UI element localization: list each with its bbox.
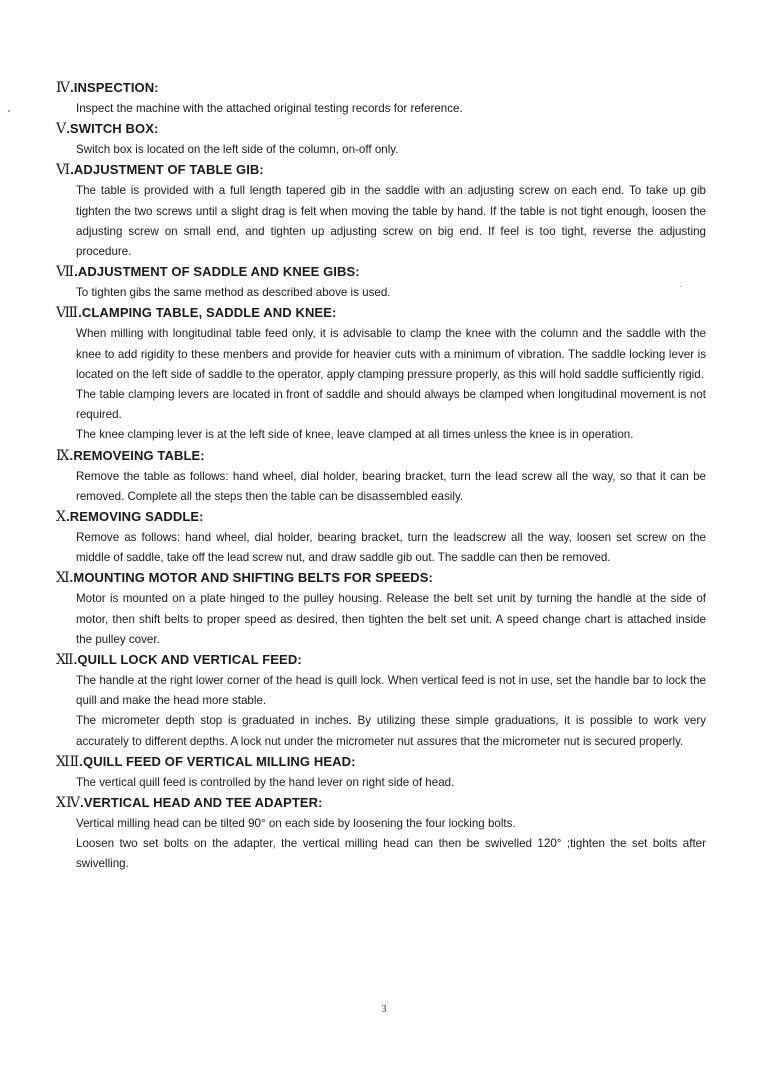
section-numeral: Ⅷ (56, 306, 79, 322)
section-paragraph: Switch box is located on the left side of the column, on-off only. (76, 143, 399, 157)
section-paragraph: The micrometer depth stop is graduated in inches. By utilizing these simple graduations, it is possible to work very accurately to different depths. A lock nut under the micrometer nut assures that the micrometer nut is secured properly. (76, 714, 706, 748)
section-paragraph: Remove the table as follows: hand wheel, dial holder, bearing bracket, turn the lead screw all the way, so that it can be removed. Complete all the steps then the table can be disassembled easily. (76, 469, 706, 503)
section (56, 793, 706, 875)
section-paragraph: The table is provided with a full length tapered gib in the saddle with an adjusting screw on each end. To take up gib tighten the two screws until a slight drag is felt when moving the table by hand. If the table is not tight enough, loosen the adjusting screw on small end, and tighten up adjusting screw on big end. If feel is too tight, reverse the adjusting procedure. (76, 184, 706, 259)
section-title: .SWITCH BOX: (66, 121, 159, 137)
section-numeral: Ⅴ (56, 122, 67, 138)
section-title: .CLAMPING TABLE, SADDLE AND KNEE: (78, 305, 337, 321)
section-numeral: Ⅻ (56, 653, 74, 669)
section (56, 507, 706, 568)
section-heading (56, 303, 706, 324)
section-paragraph: The knee clamping lever is at the left side of knee, leave clamped at all times unless the knee is in operation. (76, 428, 634, 442)
section-title: .INSPECTION: (70, 80, 159, 95)
section (56, 119, 706, 160)
section-paragraph: To tighten gibs the same method as described above is used. (76, 286, 391, 300)
section-title: .ADJUSTMENT OF TABLE GIB: (70, 162, 264, 178)
section (56, 446, 706, 507)
section (56, 650, 706, 752)
section-title: .REMOVING SADDLE: (66, 509, 204, 525)
section-paragraph: The handle at the right lower corner of the head is quill lock. When vertical feed is not in use, set the handle bar to lock the quill and make the head more stable. (76, 674, 706, 708)
section-title: .QUILL FEED OF VERTICAL MILLING HEAD: (79, 753, 356, 769)
section-paragraph: The table clamping levers are located in front of saddle and should always be clamped when longitudinal movement is not required. (76, 388, 706, 422)
section-numeral: Ⅸ (56, 448, 70, 464)
section (56, 262, 706, 303)
page-number: 3 (381, 1004, 387, 1015)
section-numeral: Ⅶ (56, 265, 75, 281)
section-paragraph: Vertical milling head can be tilted 90° on each side by loosening the four locking bolts. (76, 817, 516, 831)
section-title: .REMOVEING TABLE: (69, 447, 205, 463)
section (56, 78, 706, 119)
section-heading (56, 507, 706, 528)
section-heading (56, 160, 706, 181)
document-body (56, 78, 706, 875)
section-numeral: Ⅺ (56, 571, 70, 587)
section-heading (56, 568, 706, 589)
section-heading (56, 446, 706, 467)
section-title: .ADJUSTMENT OF SADDLE AND KNEE GIBS: (74, 264, 360, 280)
section-heading (56, 262, 706, 283)
section-numeral: ⅪⅡ (56, 754, 80, 770)
section-title: .MOUNTING MOTOR AND SHIFTING BELTS FOR SPEEDS: (69, 570, 433, 586)
section-heading (56, 650, 706, 671)
section-numeral: ⅩⅣ (56, 796, 81, 812)
section (56, 752, 706, 793)
section-numeral: Ⅵ (56, 163, 71, 179)
scan-speck (8, 110, 10, 112)
section-paragraph: Inspect the machine with the attached original testing records for reference. (76, 102, 463, 115)
section-numeral: Ⅹ (56, 510, 67, 526)
section-title: .VERTICAL HEAD AND TEE ADAPTER: (80, 795, 323, 811)
section-paragraph: Motor is mounted on a plate hinged to the pulley housing. Release the belt set unit by turning the handle at the side of motor, then shift belts to proper speed as desired, then tighten the belt set unit. A speed change chart is attached inside the pulley cover. (76, 592, 706, 646)
section-numeral: Ⅳ (56, 81, 71, 96)
section-heading (56, 752, 706, 773)
section-paragraph: Remove as follows: hand wheel, dial holder, bearing bracket, turn the leadscrew all the way, loosen set screw on the middle of saddle, take off the lead screw nut, and draw saddle gib out. The saddle can then be removed. (76, 531, 706, 565)
section (56, 160, 706, 262)
section (56, 303, 706, 445)
section-heading (56, 793, 706, 814)
section-paragraph: The vertical quill feed is controlled by the hand lever on right side of head. (76, 775, 455, 789)
section-paragraph: When milling with longitudinal table feed only, it is advisable to clamp the knee with the column and the saddle with the knee to add rigidity to these menbers and provide for heavier cuts with a minimum of vibration. The saddle locking lever is located on the left side of saddle to the operator, apply clamping pressure properly, as this will hold saddle sufficiently rigid. (76, 327, 706, 381)
section-heading (56, 119, 706, 140)
section (56, 568, 706, 650)
section-paragraph: Loosen two set bolts on the adapter, the vertical milling head can then be swivelled 120° ;tighten the set bolts after swivelling. (76, 837, 706, 871)
section-title: .QUILL LOCK AND VERTICAL FEED: (73, 652, 302, 668)
section-heading (56, 78, 706, 99)
